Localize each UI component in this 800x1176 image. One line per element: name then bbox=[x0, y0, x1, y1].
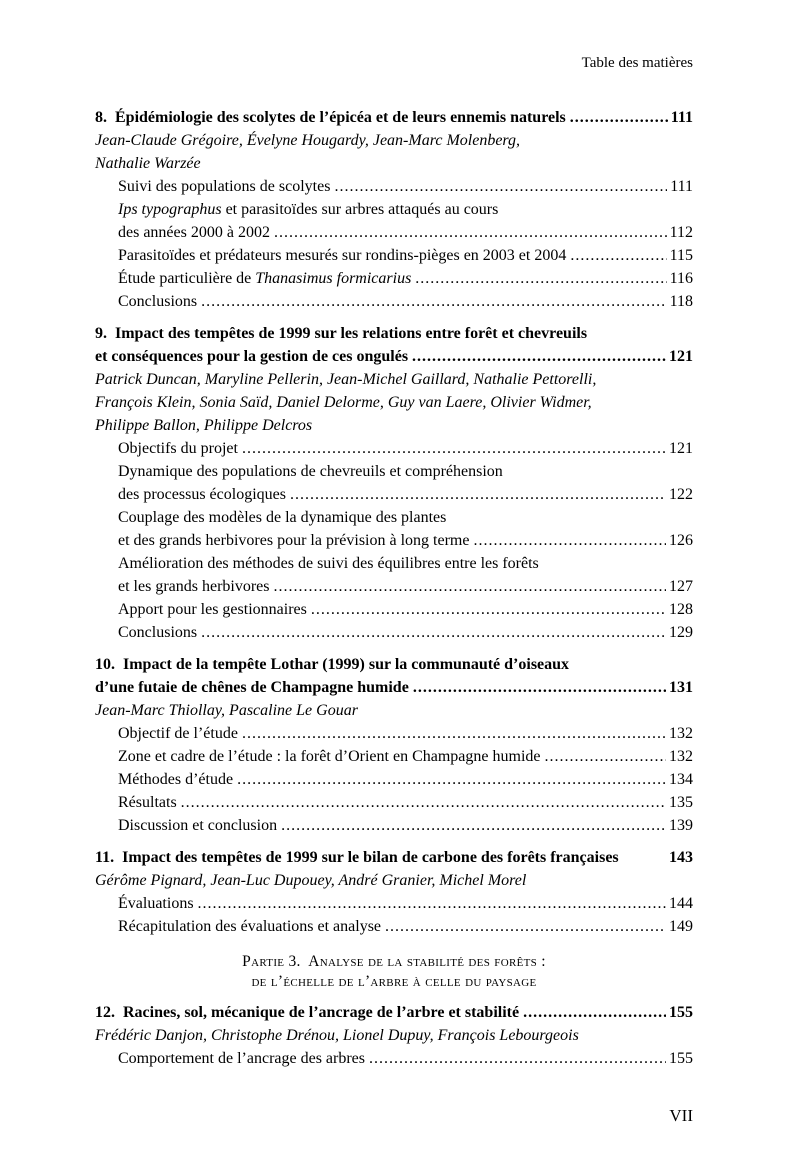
dot-leader bbox=[412, 345, 666, 368]
toc-page-number: 129 bbox=[669, 624, 693, 641]
authors-line bbox=[95, 152, 693, 175]
text-segment: Objectif de l’étude bbox=[118, 725, 238, 742]
line-text bbox=[118, 575, 270, 598]
dot-leader bbox=[570, 106, 668, 129]
toc-subentry-line bbox=[95, 621, 693, 644]
line-text bbox=[95, 345, 408, 368]
toc-page-number: 126 bbox=[669, 532, 693, 549]
toc-subentry-line bbox=[95, 552, 693, 575]
dot-leader bbox=[242, 437, 666, 460]
dot-leader bbox=[545, 745, 667, 768]
authors-line bbox=[95, 414, 693, 437]
text-segment: Méthodes d’étude bbox=[118, 771, 234, 788]
toc-subentry-line bbox=[95, 722, 693, 745]
authors-line bbox=[95, 1024, 693, 1047]
toc-subentry-line bbox=[95, 460, 693, 483]
line-text bbox=[118, 529, 469, 552]
toc-page-number: 118 bbox=[669, 293, 693, 310]
dot-leader bbox=[290, 483, 666, 506]
toc-page-number: 115 bbox=[669, 247, 693, 264]
line-text bbox=[95, 414, 312, 437]
toc-subentry-line bbox=[95, 244, 693, 267]
chapter-title-line bbox=[95, 106, 693, 129]
line-text bbox=[95, 653, 569, 676]
line-text bbox=[242, 952, 546, 972]
toc-subentry-line bbox=[95, 483, 693, 506]
toc-subentry-line bbox=[95, 506, 693, 529]
part-heading-line bbox=[95, 972, 693, 992]
folio-number: VII bbox=[669, 1106, 693, 1125]
dot-leader bbox=[198, 892, 666, 915]
line-text bbox=[95, 676, 409, 699]
text-segment: Partie 3. Analyse de la stabilité des forêts : bbox=[242, 953, 546, 970]
toc-page-number: 139 bbox=[669, 817, 693, 834]
page-number-footer bbox=[669, 1106, 693, 1126]
authors-line bbox=[95, 869, 693, 892]
chapter-title-line bbox=[95, 1001, 693, 1024]
dot-leader bbox=[281, 814, 666, 837]
line-text bbox=[118, 506, 446, 529]
text-segment: Zone et cadre de l’étude : la forêt d’Orient en Champagne humide bbox=[118, 748, 541, 765]
text-segment: Conclusions bbox=[118, 624, 198, 641]
toc-subentry-line bbox=[95, 892, 693, 915]
toc-page-number: 121 bbox=[669, 440, 693, 457]
line-text bbox=[95, 1024, 579, 1047]
text-segment: d’une futaie de chênes de Champagne humide bbox=[95, 679, 409, 696]
line-text bbox=[118, 175, 330, 198]
dot-leader bbox=[242, 722, 666, 745]
species-name: Ips typographus bbox=[118, 201, 222, 218]
text-segment: Couplage des modèles de la dynamique des plantes bbox=[118, 509, 447, 526]
toc-page-number: 122 bbox=[669, 486, 693, 503]
dot-leader bbox=[570, 244, 666, 267]
text-segment: Objectifs du projet bbox=[118, 440, 238, 457]
line-text bbox=[118, 437, 238, 460]
dot-leader bbox=[473, 529, 666, 552]
text-segment: Jean-Marc Thiollay, Pascaline Le Gouar bbox=[95, 702, 358, 719]
dot-leader bbox=[181, 791, 666, 814]
line-text bbox=[118, 267, 411, 290]
text-segment: et les grands herbivores bbox=[118, 578, 270, 595]
toc-page-number: 135 bbox=[669, 794, 693, 811]
toc-page-number: 116 bbox=[669, 270, 693, 287]
dot-leader bbox=[201, 621, 666, 644]
running-header-title: Table des matières bbox=[581, 55, 693, 71]
chapter-title-line bbox=[95, 846, 693, 869]
toc-page-number: 121 bbox=[669, 348, 693, 365]
dot-leader bbox=[369, 1047, 666, 1070]
line-text bbox=[118, 483, 286, 506]
dot-leader bbox=[413, 676, 666, 699]
text-segment: Patrick Duncan, Maryline Pellerin, Jean-Michel Gaillard, Nathalie Pettorelli, bbox=[95, 371, 597, 388]
toc-page-number: 155 bbox=[669, 1050, 693, 1067]
text-segment: 12. Racines, sol, mécanique de l’ancrage de l’arbre et stabilité bbox=[95, 1004, 520, 1021]
running-header bbox=[95, 54, 693, 72]
dot-leader bbox=[201, 290, 666, 313]
line-text bbox=[118, 221, 270, 244]
line-text bbox=[118, 915, 381, 938]
line-text bbox=[118, 722, 238, 745]
line-text bbox=[118, 244, 566, 267]
toc-subentry-line bbox=[95, 915, 693, 938]
toc-page-number: 112 bbox=[669, 224, 693, 241]
part-heading-line bbox=[95, 952, 693, 972]
line-text bbox=[118, 892, 194, 915]
text-segment: François Klein, Sonia Saïd, Daniel Delorme, Guy van Laere, Olivier Widmer, bbox=[95, 394, 592, 411]
toc-subentry-line bbox=[95, 290, 693, 313]
text-segment: Gérôme Pignard, Jean-Luc Dupouey, André Granier, Michel Morel bbox=[95, 872, 527, 889]
dot-leader bbox=[311, 598, 666, 621]
toc-subentry-line bbox=[95, 768, 693, 791]
toc bbox=[95, 106, 693, 1070]
toc-page-number: 132 bbox=[669, 748, 693, 765]
text-segment: Résultats bbox=[118, 794, 177, 811]
text-segment: 11. Impact des tempêtes de 1999 sur le bilan de carbone des forêts françaises bbox=[95, 849, 619, 866]
line-text bbox=[118, 768, 233, 791]
toc-subentry-line bbox=[95, 791, 693, 814]
text-segment: Apport pour les gestionnaires bbox=[118, 601, 307, 618]
toc-subentry-line bbox=[95, 221, 693, 244]
line-text bbox=[118, 552, 539, 575]
toc-subentry-line bbox=[95, 1047, 693, 1070]
text-segment: Comportement de l’ancrage des arbres bbox=[118, 1050, 366, 1067]
toc-subentry-line bbox=[95, 437, 693, 460]
toc-page-number: 149 bbox=[669, 918, 693, 935]
toc-page-number: 111 bbox=[670, 178, 693, 195]
text-segment: et parasitoïdes sur arbres attaqués au cours bbox=[221, 201, 499, 218]
text-segment: Amélioration des méthodes de suivi des équilibres entre les forêts bbox=[118, 555, 539, 572]
text-segment: 10. Impact de la tempête Lothar (1999) sur la communauté d’oiseaux bbox=[95, 656, 570, 673]
text-segment: Philippe Ballon, Philippe Delcros bbox=[95, 417, 313, 434]
toc-page-number: 144 bbox=[669, 895, 693, 912]
line-text bbox=[118, 791, 177, 814]
authors-line bbox=[95, 368, 693, 391]
text-segment: Frédéric Danjon, Christophe Drénou, Lionel Dupuy, François Lebourgeois bbox=[95, 1027, 579, 1044]
line-text bbox=[118, 198, 498, 221]
text-segment: Étude particulière de bbox=[118, 270, 256, 287]
toc-subentry-line bbox=[95, 175, 693, 198]
toc-subentry-line bbox=[95, 745, 693, 768]
text-segment: et conséquences pour la gestion de ces ongulés bbox=[95, 348, 409, 365]
line-text bbox=[118, 621, 197, 644]
toc-page-number: 128 bbox=[669, 601, 693, 618]
toc-page-number: 155 bbox=[669, 1004, 693, 1021]
toc-subentry-line bbox=[95, 198, 693, 221]
toc-subentry-line bbox=[95, 575, 693, 598]
line-text bbox=[95, 699, 358, 722]
line-text bbox=[118, 598, 307, 621]
toc-page-number: 143 bbox=[669, 849, 693, 866]
text-segment: Parasitoïdes et prédateurs mesurés sur rondins-pièges en 2003 et 2004 bbox=[118, 247, 567, 264]
line-text bbox=[118, 460, 503, 483]
toc-subentry-line bbox=[95, 267, 693, 290]
toc-subentry-line bbox=[95, 814, 693, 837]
authors-line bbox=[95, 391, 693, 414]
dot-leader bbox=[274, 221, 667, 244]
line-text bbox=[118, 745, 541, 768]
text-segment: Évaluations bbox=[118, 895, 194, 912]
text-segment: 8. Épidémiologie des scolytes de l’épicéa et de leurs ennemis naturels bbox=[95, 109, 566, 126]
toc-page-number: 132 bbox=[669, 725, 693, 742]
line-text bbox=[118, 1047, 365, 1070]
text-segment: Récapitulation des évaluations et analyse bbox=[118, 918, 382, 935]
text-segment: Discussion et conclusion bbox=[118, 817, 278, 834]
text-segment: de l’échelle de l’arbre à celle du paysage bbox=[251, 973, 537, 990]
text-segment: Conclusions bbox=[118, 293, 198, 310]
text-segment: Jean-Claude Grégoire, Évelyne Hougardy, Jean-Marc Molenberg, bbox=[95, 132, 521, 149]
line-text bbox=[95, 106, 566, 129]
chapter-title-line bbox=[95, 653, 693, 676]
toc-subentry-line bbox=[95, 529, 693, 552]
text-segment: des années 2000 à 2002 bbox=[118, 224, 270, 241]
line-text bbox=[251, 972, 536, 992]
text-segment: des processus écologiques bbox=[118, 486, 286, 503]
line-text bbox=[95, 846, 619, 869]
dot-leader bbox=[274, 575, 666, 598]
toc-page-number: 131 bbox=[669, 679, 693, 696]
line-text bbox=[95, 152, 201, 175]
line-text bbox=[118, 814, 277, 837]
text-segment: Suivi des populations de scolytes bbox=[118, 178, 331, 195]
text-segment: et des grands herbivores pour la prévision à long terme bbox=[118, 532, 470, 549]
line-text bbox=[118, 290, 197, 313]
dot-leader bbox=[523, 1001, 666, 1024]
toc-page-number: 134 bbox=[669, 771, 693, 788]
line-text bbox=[95, 322, 587, 345]
line-text bbox=[95, 368, 596, 391]
authors-line bbox=[95, 699, 693, 722]
dot-leader bbox=[237, 768, 666, 791]
species-name: Thanasimus formicarius bbox=[255, 270, 412, 287]
line-text bbox=[95, 391, 592, 414]
text-segment: Dynamique des populations de chevreuils et compréhension bbox=[118, 463, 503, 480]
text-segment: 9. Impact des tempêtes de 1999 sur les relations entre forêt et chevreuils bbox=[95, 325, 588, 342]
dot-leader bbox=[415, 267, 666, 290]
chapter-title-line bbox=[95, 676, 693, 699]
dot-leader bbox=[334, 175, 667, 198]
dot-leader bbox=[385, 915, 666, 938]
text-segment: Nathalie Warzée bbox=[95, 155, 201, 172]
line-text bbox=[95, 869, 526, 892]
line-text bbox=[95, 129, 520, 152]
chapter-title-line bbox=[95, 345, 693, 368]
chapter-title-line bbox=[95, 322, 693, 345]
toc-page-number: 127 bbox=[669, 578, 693, 595]
toc-page-number: 111 bbox=[670, 109, 693, 126]
line-text bbox=[95, 1001, 519, 1024]
toc-subentry-line bbox=[95, 598, 693, 621]
authors-line bbox=[95, 129, 693, 152]
